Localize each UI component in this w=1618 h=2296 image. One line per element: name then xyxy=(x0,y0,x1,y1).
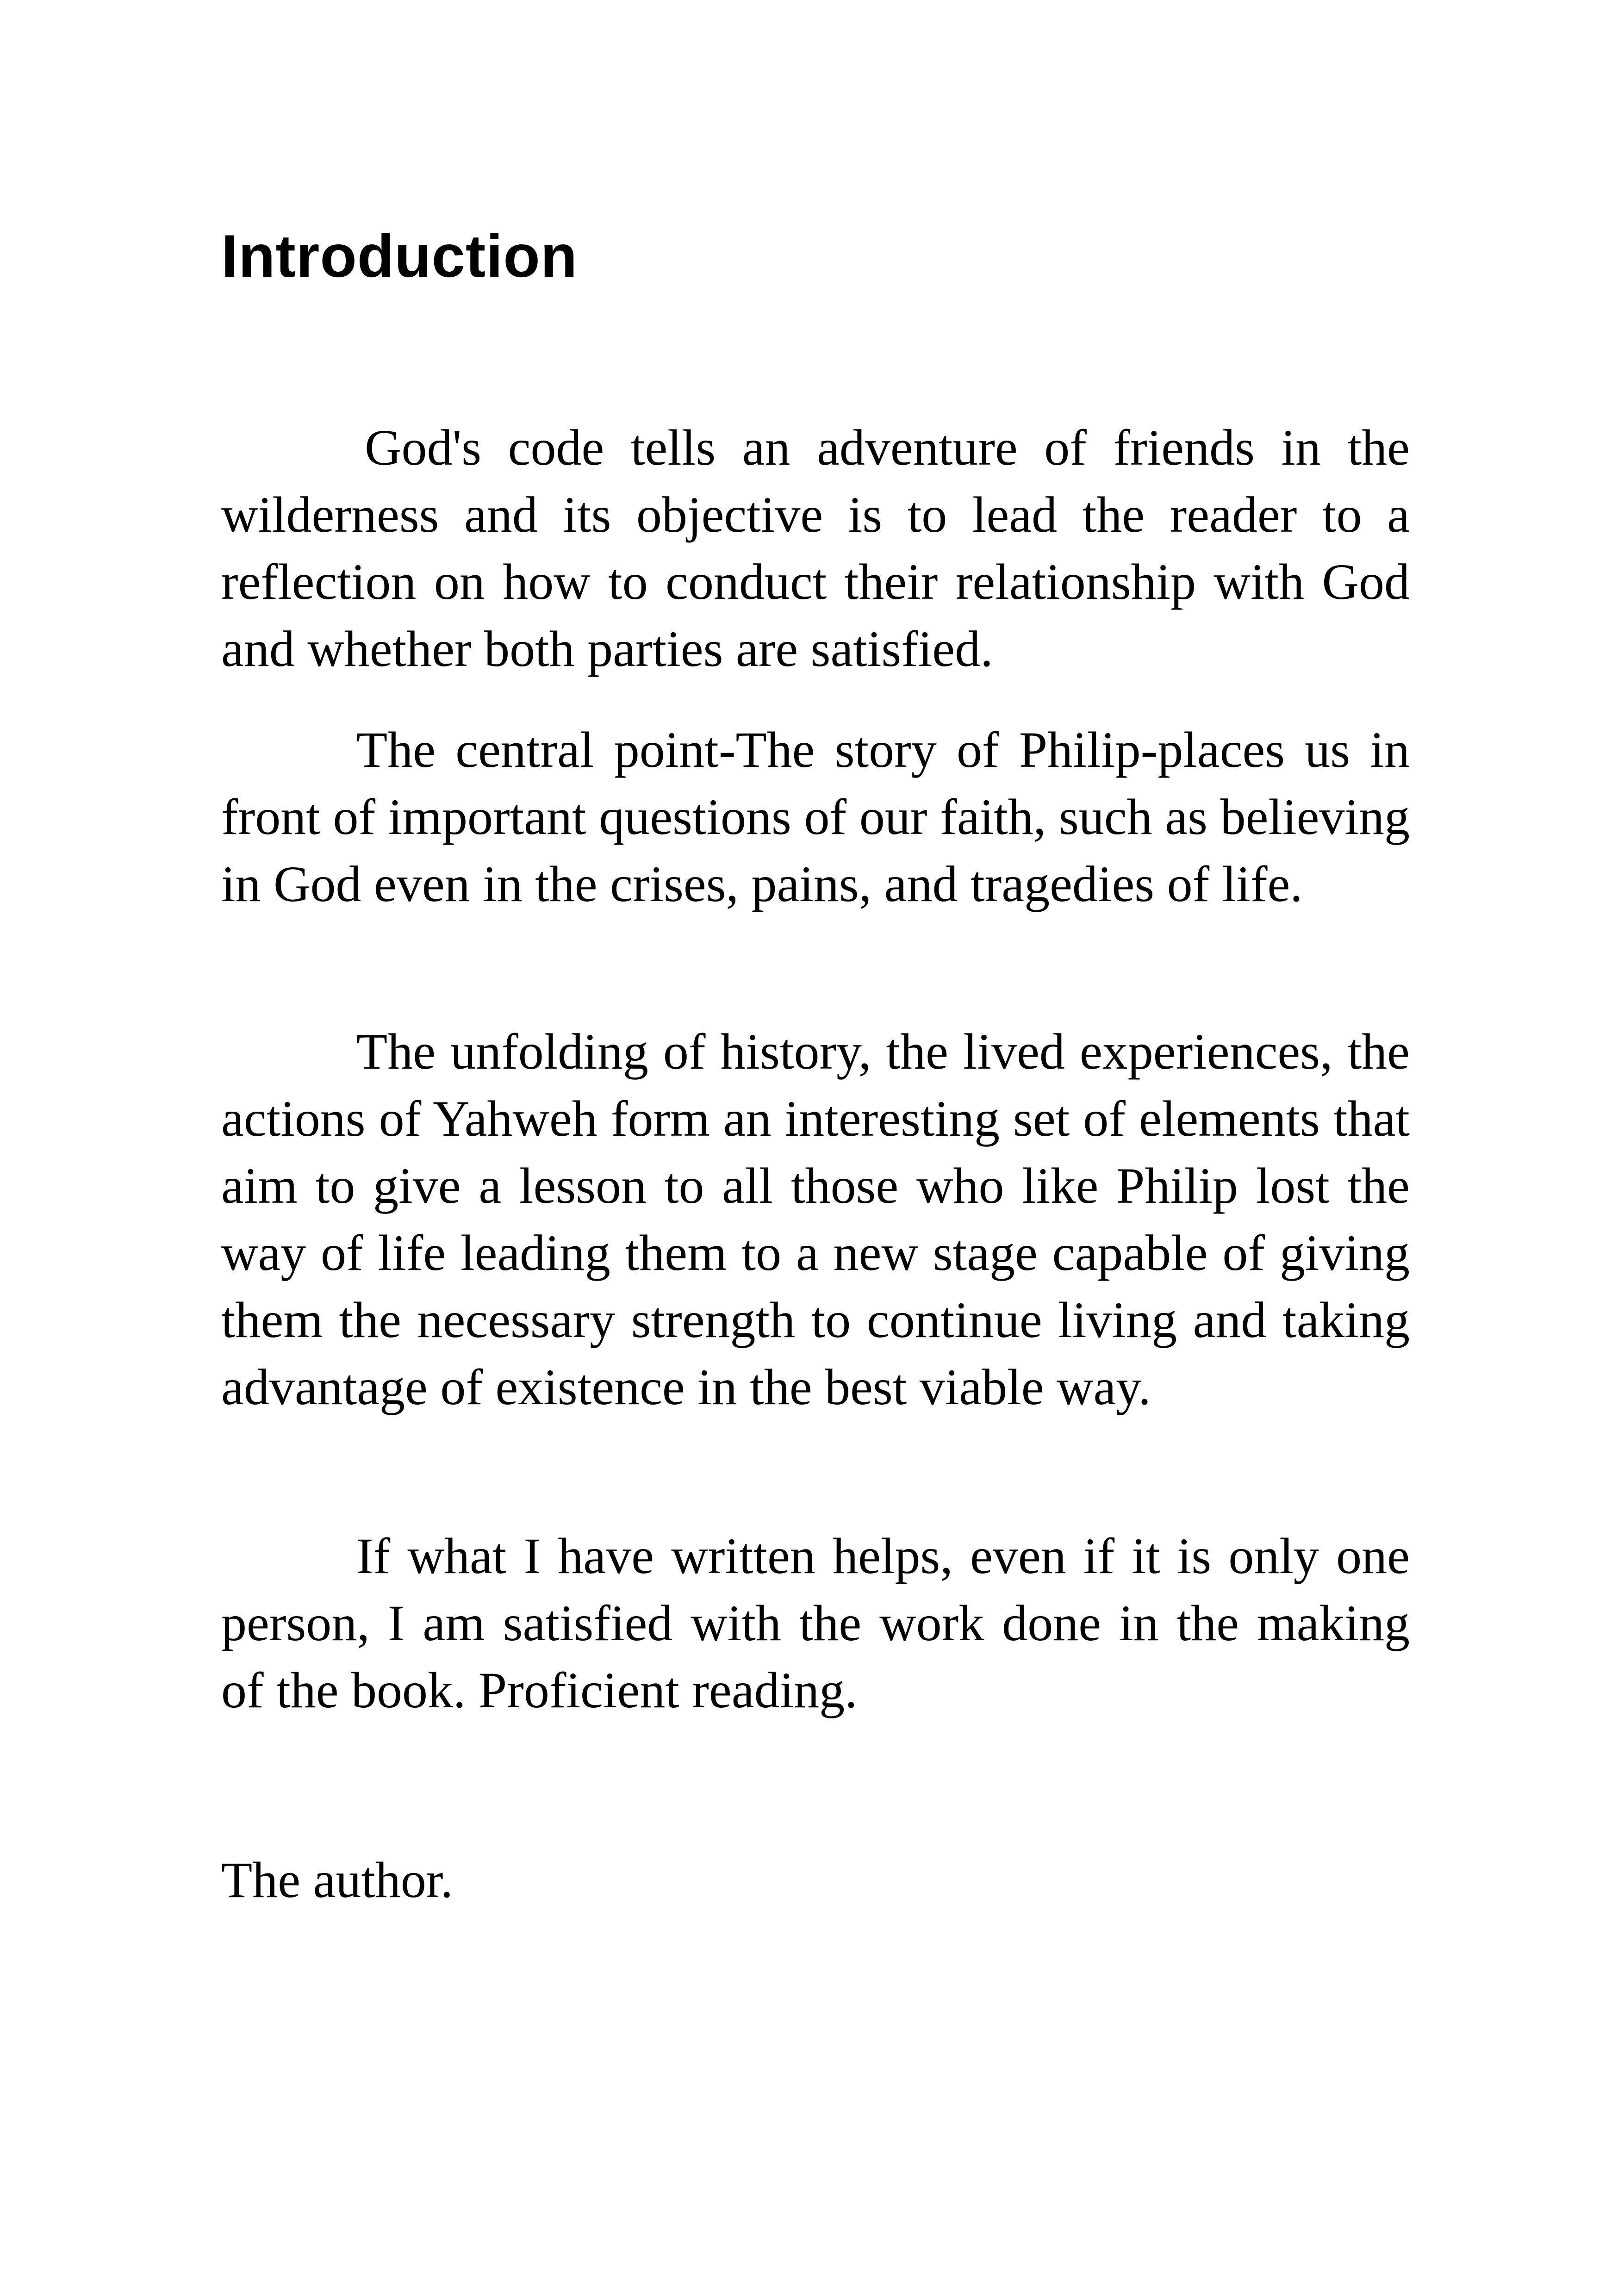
paragraph-closing: If what I have written helps, even if it is only one person, I am satisfied with the work done in the making of the book. Proficient reading. xyxy=(221,1528,1410,1718)
author-signature: The author. xyxy=(221,1852,453,1908)
paragraph-central-point: The central point-The story of Philip-places us in front of important questions of our faith, such as believing in God even in the crises, pains, and tragedies of life. xyxy=(221,722,1410,912)
paragraph-intro: God's code tells an adventure of friends in the wilderness and its objective is to lead the reader to a reflection on how to conduct their relationship with God and whether both parties are satisfied. xyxy=(221,419,1410,677)
paragraph-unfolding: The unfolding of history, the lived experiences, the actions of Yahweh form an interesting set of elements that aim to give a lesson to all those who like Philip lost the way of life leading them to a new stage capable of giving them the necessary strength to continue living and taking advantage of existence in the best viable way. xyxy=(221,1023,1410,1415)
page-title: Introduction xyxy=(221,222,578,290)
